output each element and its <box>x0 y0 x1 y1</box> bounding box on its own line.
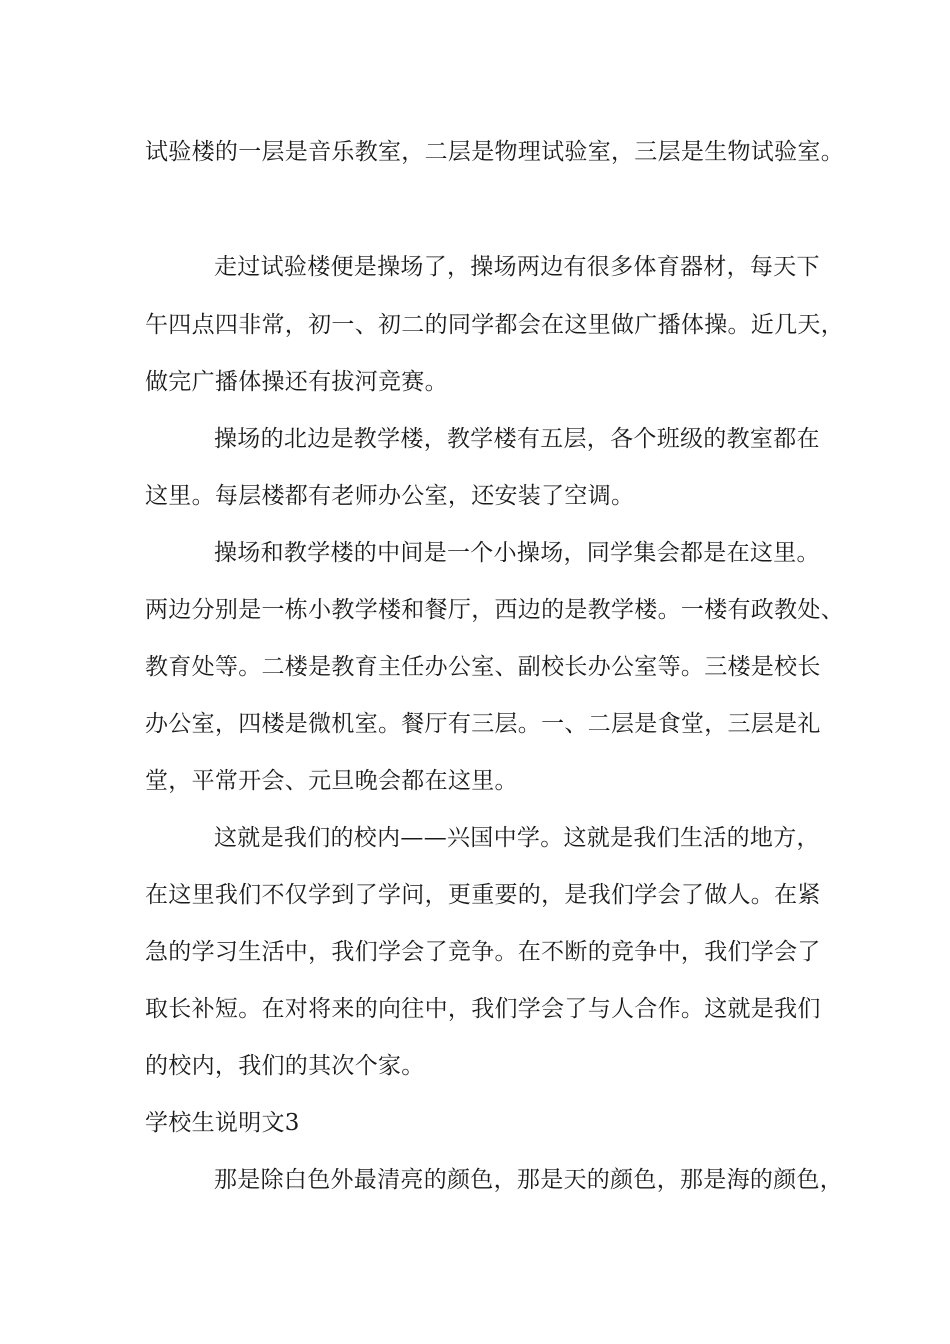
paragraph-line: 这里。每层楼都有老师办公室，还安装了空调。 <box>145 483 635 509</box>
paragraph-line: 那是除白色外最清亮的颜色，那是天的颜色，那是海的颜色， <box>214 1167 844 1193</box>
paragraph-line: 操场和教学楼的中间是一个小操场，同学集会都是在这里。 <box>214 540 820 566</box>
paragraph-line: 的校内，我们的其次个家。 <box>145 1053 425 1079</box>
paragraph-line: 在这里我们不仅学到了学问，更重要的，是我们学会了做人。在紧 <box>145 882 821 908</box>
paragraph-line: 两边分别是一栋小教学楼和餐厅，西边的是教学楼。一楼有政教处、 <box>145 597 844 623</box>
section-heading: 学校生说明文3 <box>145 1110 300 1136</box>
paragraph-line: 操场的北边是教学楼，教学楼有五层，各个班级的教室都在 <box>214 426 820 452</box>
paragraph-line: 取长补短。在对将来的向往中，我们学会了与人合作。这就是我们 <box>145 996 821 1022</box>
paragraph-line: 试验楼的一层是音乐教室，二层是物理试验室，三层是生物试验室。 <box>145 139 844 165</box>
paragraph-line: 办公室，四楼是微机室。餐厅有三层。一、二层是食堂，三层是礼 <box>145 711 821 737</box>
paragraph-line: 做完广播体操还有拔河竞赛。 <box>145 369 448 395</box>
paragraph-line: 教育处等。二楼是教育主任办公室、副校长办公室等。三楼是校长 <box>145 654 821 680</box>
paragraph-line: 堂，平常开会、元旦晚会都在这里。 <box>145 768 518 794</box>
paragraph-line: 这就是我们的校内——兴国中学。这就是我们生活的地方， <box>214 825 820 851</box>
paragraph-line: 急的学习生活中，我们学会了竞争。在不断的竞争中，我们学会了 <box>145 939 821 965</box>
paragraph-line: 走过试验楼便是操场了，操场两边有很多体育器材，每天下 <box>214 254 820 280</box>
paragraph-line: 午四点四非常，初一、初二的同学都会在这里做广播体操。近几天， <box>145 312 844 338</box>
